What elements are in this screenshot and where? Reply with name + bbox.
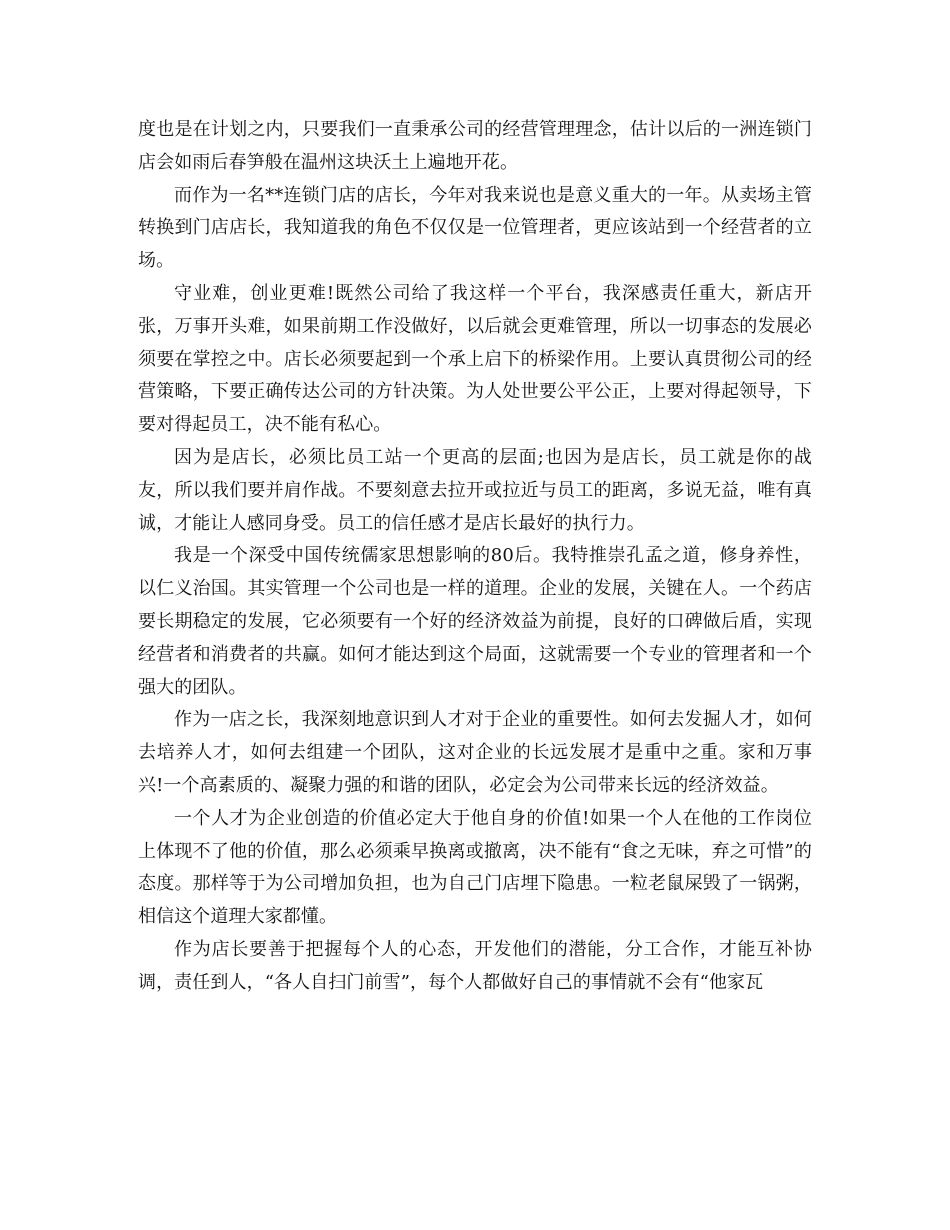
paragraph: 守业难，创业更难!既然公司给了我这样一个平台，我深感责任重大，新店开张，万事开头难，如果前期工作没做好，以后就会更难管理，所以一切事态的发展必须要在掌控之中。店长必须要起到一个承上启下的桥梁作用。上要认真贯彻公司的经营策略，下要正确传达公司的方针决策。为人处世要公平公正，上要对得起领导，下要对得起员工，决不能有私心。 [138, 282, 812, 436]
paragraph: 我是一个深受中国传统儒家思想影响的80后。我特推崇孔孟之道，修身养性，以仁义治国。其实管理一个公司也是一样的道理。企业的发展，关键在人。一个药店要长期稳定的发展，它必须要有一个好的经济效益为前提，良好的口碑做后盾，实现经营者和消费者的共赢。如何才能达到这个局面，这就需要一个专业的管理者和一个强大的团队。 [138, 545, 812, 698]
paragraph: 而作为一名**连锁门店的店长，今年对我来说也是意义重大的一年。从卖场主管转换到门店店长，我知道我的角色不仅仅是一位管理者，更应该站到一个经营者的立场。 [138, 184, 812, 272]
paragraph-continuation: 度也是在计划之内，只要我们一直秉承公司的经营管理理念，估计以后的一洲连锁门店会如雨后春笋般在温州这块沃土上遍地开花。 [138, 119, 812, 173]
paragraph: 作为店长要善于把握每个人的心态，开发他们的潜能，分工合作，才能互补协调，责任到人，“各人自扫门前雪”，每个人都做好自己的事情就不会有“他家瓦 [138, 938, 812, 993]
paragraph: 因为是店长，必须比员工站一个更高的层面;也因为是店长，员工就是你的战友，所以我们要并肩作战。不要刻意去拉开或拉近与员工的距离，多说无益，唯有真诚，才能让人感同身受。员工的信任感才是店长最好的执行力。 [138, 446, 812, 534]
paragraph: 一个人才为企业创造的价值必定大于他自身的价值!如果一个人在他的工作岗位上体现不了他的价值，那么必须乘早换离或撤离，决不能有“食之无味，弃之可惜”的态度。那样等于为公司增加负担，也为自己门店埋下隐患。一粒老鼠屎毁了一锅粥，相信这个道理大家都懂。 [138, 807, 812, 928]
paragraph: 作为一店之长，我深刻地意识到人才对于企业的重要性。如何去发掘人才，如何去培养人才，如何去组建一个团队，这对企业的长远发展才是重中之重。家和万事兴!一个高素质的、凝聚力强的和谐的团队，必定会为公司带来长远的经济效益。 [138, 709, 812, 796]
document-body [138, 114, 812, 1000]
